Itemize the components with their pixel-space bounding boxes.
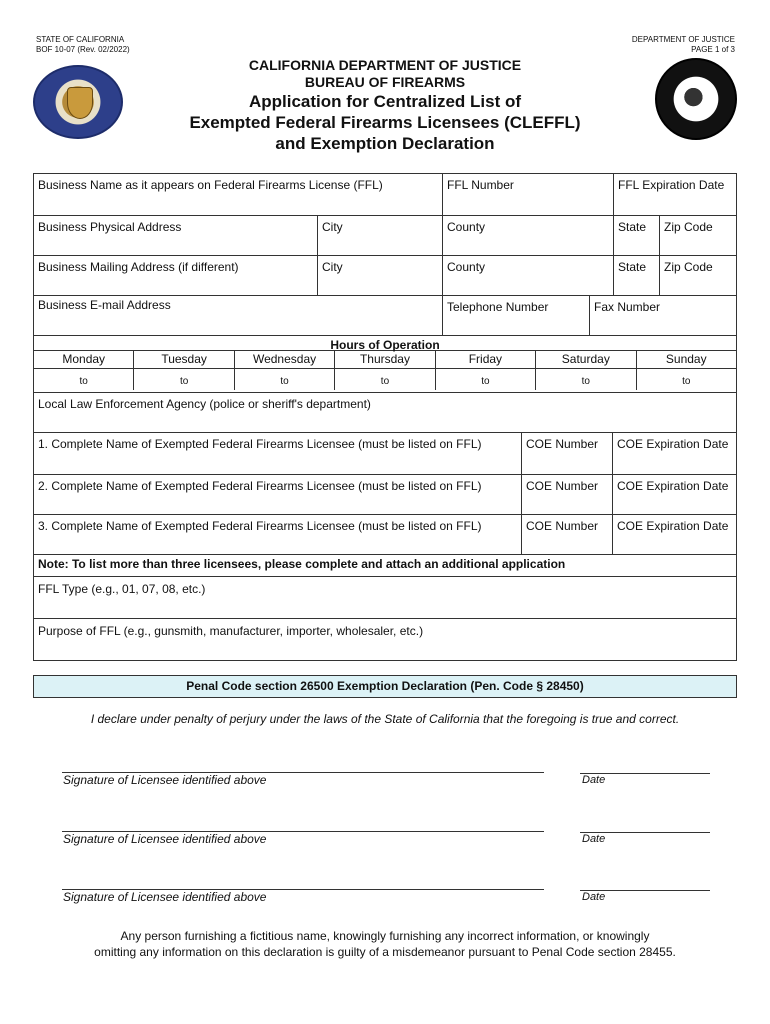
licensee-3-coe-expiration-field[interactable]: COE Expiration Date bbox=[612, 515, 737, 554]
ffl-number-field[interactable]: FFL Number bbox=[442, 174, 613, 215]
day-sunday: Sunday bbox=[636, 351, 736, 368]
hours-input-row bbox=[34, 368, 736, 390]
form-header-right bbox=[632, 35, 735, 55]
physical-county-field[interactable]: County bbox=[442, 216, 613, 255]
hours-monday-field[interactable]: to bbox=[79, 376, 88, 387]
physical-state-field[interactable]: State bbox=[613, 216, 659, 255]
business-name-field[interactable]: Business Name as it appears on Federal Firearms License (FFL) bbox=[38, 178, 383, 192]
row-ffl-type bbox=[34, 577, 736, 619]
date-label-1: Date bbox=[582, 774, 606, 786]
date-label-3: Date bbox=[582, 891, 606, 903]
day-tuesday: Tuesday bbox=[133, 351, 233, 368]
declaration-statement: I declare under penalty of perjury under the laws of the State of California that the foregoing is true and correct. bbox=[90, 712, 680, 726]
day-monday: Monday bbox=[62, 352, 106, 366]
legal-warning-line-2: omitting any information on this declaration is guilty of a misdemeanor pursuant to Penal Code section 28455. bbox=[94, 945, 676, 959]
title-bureau: BUREAU OF FIREARMS bbox=[304, 74, 466, 90]
title-main-3: and Exemption Declaration bbox=[275, 134, 495, 153]
licensee-2-name-field[interactable]: 2. Complete Name of Exempted Federal Firearms Licensee (must be listed on FFL) bbox=[38, 479, 482, 493]
ffl-expiration-field[interactable]: FFL Expiration Date bbox=[613, 174, 737, 215]
licensee-1-coe-expiration-field[interactable]: COE Expiration Date bbox=[612, 433, 737, 474]
declaration-heading: Penal Code section 26500 Exemption Declaration (Pen. Code § 28450) bbox=[33, 675, 737, 698]
hours-sunday-field[interactable]: to bbox=[636, 369, 736, 390]
days-row bbox=[34, 350, 736, 368]
email-field[interactable]: Business E-mail Address bbox=[38, 298, 171, 312]
mailing-state-field[interactable]: State bbox=[613, 256, 659, 295]
title-main-2: Exempted Federal Firearms Licensees (CLEFFL) bbox=[189, 113, 581, 132]
legal-warning-line-1: Any person furnishing a fictitious name, knowingly furnishing any incorrect information, or knowingly bbox=[120, 929, 650, 943]
licensee-1-coe-number-field[interactable]: COE Number bbox=[521, 433, 612, 474]
physical-zip-field[interactable]: Zip Code bbox=[659, 216, 737, 255]
row-licensee-1 bbox=[34, 433, 736, 475]
signature-label-3: Signature of Licensee identified above bbox=[63, 890, 267, 904]
licensee-1-name-field[interactable]: 1. Complete Name of Exempted Federal Firearms Licensee (must be listed on FFL) bbox=[38, 437, 482, 451]
physical-address-field[interactable]: Business Physical Address bbox=[38, 220, 182, 234]
row-note bbox=[34, 555, 736, 577]
form-header-left bbox=[36, 35, 130, 55]
state-label: STATE OF CALIFORNIA bbox=[36, 35, 125, 44]
ffl-type-field[interactable]: FFL Type (e.g., 01, 07, 08, etc.) bbox=[38, 582, 206, 596]
legal-warning bbox=[0, 928, 770, 960]
date-label-2: Date bbox=[582, 833, 606, 845]
title-main-1: Application for Centralized List of bbox=[248, 92, 521, 111]
day-wednesday: Wednesday bbox=[234, 351, 334, 368]
purpose-field[interactable]: Purpose of FFL (e.g., gunsmith, manufacturer, importer, wholesaler, etc.) bbox=[38, 624, 424, 638]
licensee-2-coe-number-field[interactable]: COE Number bbox=[521, 475, 612, 514]
department-label: DEPARTMENT OF JUSTICE bbox=[631, 35, 735, 44]
row-licensee-3 bbox=[34, 515, 736, 555]
form-title bbox=[0, 57, 770, 154]
hours-title: Hours of Operation bbox=[330, 338, 440, 352]
mailing-city-field[interactable]: City bbox=[317, 256, 442, 295]
application-form bbox=[33, 173, 737, 661]
law-enforcement-field[interactable]: Local Law Enforcement Agency (police or sheriff's department) bbox=[38, 397, 371, 411]
row-law-enforcement bbox=[34, 393, 736, 433]
telephone-field[interactable]: Telephone Number bbox=[442, 296, 589, 335]
hours-tuesday-field[interactable]: to bbox=[133, 369, 233, 390]
title-agency: CALIFORNIA DEPARTMENT OF JUSTICE bbox=[248, 57, 522, 73]
day-friday: Friday bbox=[435, 351, 535, 368]
licensee-3-coe-number-field[interactable]: COE Number bbox=[521, 515, 612, 554]
row-licensee-2 bbox=[34, 475, 736, 515]
page-number: PAGE 1 of 3 bbox=[691, 45, 735, 54]
mailing-county-field[interactable]: County bbox=[442, 256, 613, 295]
hours-friday-field[interactable]: to bbox=[435, 369, 535, 390]
physical-city-field[interactable]: City bbox=[317, 216, 442, 255]
row-contact bbox=[34, 296, 736, 336]
row-business-name bbox=[34, 174, 736, 216]
day-thursday: Thursday bbox=[334, 351, 434, 368]
hours-thursday-field[interactable]: to bbox=[334, 369, 434, 390]
row-physical-address bbox=[34, 216, 736, 256]
hours-section bbox=[34, 336, 736, 393]
mailing-address-field[interactable]: Business Mailing Address (if different) bbox=[38, 260, 239, 274]
row-purpose bbox=[34, 619, 736, 660]
hours-wednesday-field[interactable]: to bbox=[234, 369, 334, 390]
signature-label-2: Signature of Licensee identified above bbox=[63, 832, 267, 846]
licensee-3-name-field[interactable]: 3. Complete Name of Exempted Federal Firearms Licensee (must be listed on FFL) bbox=[38, 519, 482, 533]
licensee-2-coe-expiration-field[interactable]: COE Expiration Date bbox=[612, 475, 737, 514]
mailing-zip-field[interactable]: Zip Code bbox=[659, 256, 737, 295]
form-id: BOF 10-07 (Rev. 02/2022) bbox=[36, 45, 130, 54]
additional-licensees-note: Note: To list more than three licensees, please complete and attach an additional application bbox=[38, 557, 566, 571]
day-saturday: Saturday bbox=[535, 351, 635, 368]
row-mailing-address bbox=[34, 256, 736, 296]
hours-saturday-field[interactable]: to bbox=[535, 369, 635, 390]
signature-label-1: Signature of Licensee identified above bbox=[63, 773, 267, 787]
fax-field[interactable]: Fax Number bbox=[589, 296, 737, 335]
